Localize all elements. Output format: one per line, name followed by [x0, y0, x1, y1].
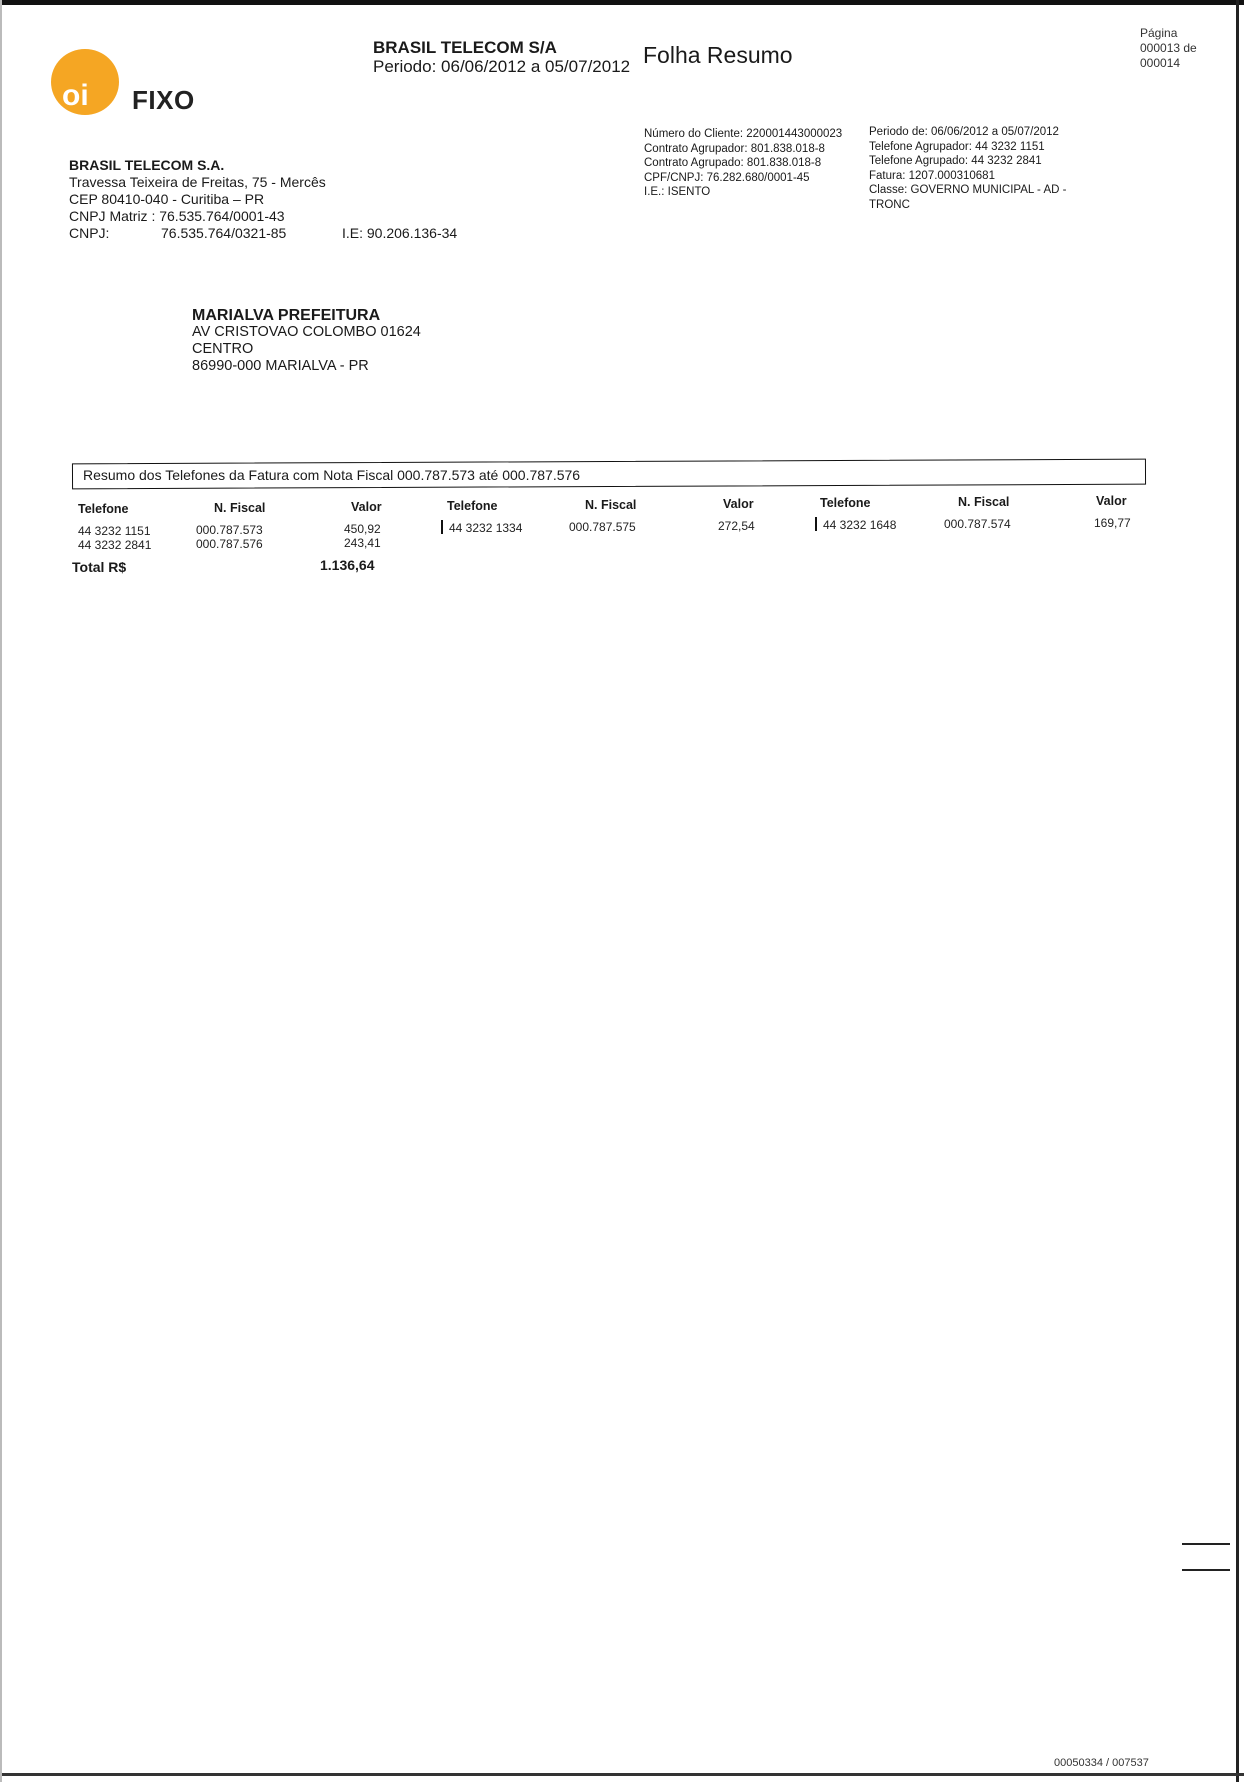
col-header-value-1: Valor [351, 500, 382, 514]
customer-address-line1: AV CRISTOVAO COLOMBO 01624 [192, 324, 421, 340]
product-name: FIXO [132, 85, 195, 115]
issuer-cep: CEP 80410-040 - Curitiba – PR [69, 191, 265, 207]
col-header-nf-1: N. Fiscal [214, 501, 266, 515]
customer-name: MARIALVA PREFEITURA [192, 307, 381, 324]
issuer-cnpj-label: CNPJ: [69, 225, 110, 241]
side-mark-bottom [1182, 1569, 1230, 1571]
col-header-phone-3: Telefone [820, 496, 871, 510]
issuer-ie: I.E: 90.206.136-34 [342, 225, 458, 241]
table-row-value: 243,41 [344, 536, 381, 550]
issuer-cnpj-value: 76.535.764/0321-85 [161, 225, 287, 241]
customer-address-line2: CENTRO [192, 341, 254, 357]
table-row-value: 169,77 [1094, 516, 1131, 530]
col-header-phone-2: Telefone [447, 499, 498, 513]
col-header-nf-3: N. Fiscal [958, 495, 1010, 509]
customer-address-line3: 86990-000 MARIALVA - PR [192, 358, 369, 374]
table-row-phone: 44 3232 1151 [78, 524, 151, 538]
page-current: 000013 de [1140, 41, 1197, 55]
total-value: 1.136,64 [320, 557, 375, 573]
issuer-address: Travessa Teixeira de Freitas, 75 - Mercês [69, 174, 326, 190]
oi-logo-icon [50, 47, 120, 117]
total-label: Total R$ [72, 559, 127, 575]
customer-address-block [192, 307, 421, 375]
page-label: Página [1140, 26, 1178, 40]
page-number [1140, 26, 1197, 71]
client-class: Classe: GOVERNO MUNICIPAL - AD - [869, 184, 1067, 196]
table-row-phone [815, 517, 896, 532]
phone-number: 44 3232 1334 [449, 521, 523, 535]
table-row-value: 450,92 [344, 522, 381, 536]
issuer-name: BRASIL TELECOM S.A. [69, 157, 225, 173]
client-class-cont: TRONC [869, 198, 910, 211]
phone-number: 44 3232 1648 [823, 518, 897, 532]
phone-grouper: Telefone Agrupador: 44 3232 1151 [869, 140, 1045, 153]
table-row-nf: 000.787.574 [944, 517, 1011, 531]
footer-code: 00050334 / 007537 [1054, 1757, 1149, 1769]
page-left-border [0, 0, 2, 1782]
period-from: Periodo de: 06/06/2012 a 05/07/2012 [869, 126, 1059, 138]
client-info-col1 [644, 127, 842, 200]
invoice-number: Fatura: 1207.000310681 [869, 169, 995, 182]
page-total: 000014 [1140, 56, 1181, 70]
table-row-phone: 44 3232 2841 [78, 538, 152, 552]
client-info-col2 [869, 125, 1066, 212]
table-row-nf: 000.787.576 [196, 537, 263, 551]
page-title: Folha Resumo [643, 42, 793, 68]
column-divider [815, 517, 817, 531]
side-mark-top [1182, 1543, 1230, 1545]
table-row-nf: 000.787.575 [569, 520, 636, 534]
contract-grouper: Contrato Agrupador: 801.838.018-8 [644, 142, 825, 155]
page-top-border [0, 0, 1244, 5]
page-bottom-border [0, 1773, 1244, 1776]
logo-text: oi [62, 79, 89, 112]
client-ie: I.E.: ISENTO [644, 186, 711, 198]
header-company: BRASIL TELECOM S/A [373, 38, 557, 57]
issuer-cnpj-row [69, 225, 326, 242]
client-number: Número do Cliente: 220001443000023 [644, 128, 843, 140]
page-right-border [1236, 0, 1239, 1782]
summary-title: Resumo dos Telefones da Fatura com Nota Fiscal 000.787.573 até 000.787.576 [83, 467, 581, 483]
table-row-phone [441, 520, 522, 535]
column-divider [441, 520, 443, 534]
table-row-value: 272,54 [718, 519, 755, 533]
client-cnpj: CPF/CNPJ: 76.282.680/0001-45 [644, 171, 810, 184]
phone-grouped: Telefone Agrupado: 44 3232 2841 [869, 155, 1042, 167]
table-row-nf: 000.787.573 [196, 523, 263, 537]
contract-grouped: Contrato Agrupado: 801.838.018-8 [644, 157, 822, 169]
col-header-value-2: Valor [723, 497, 754, 511]
col-header-phone-1: Telefone [78, 502, 129, 516]
header-period: Periodo: 06/06/2012 a 05/07/2012 [373, 57, 631, 76]
issuer-block [69, 157, 326, 242]
col-header-value-3: Valor [1096, 494, 1127, 508]
col-header-nf-2: N. Fiscal [585, 498, 637, 512]
issuer-cnpj-matriz: CNPJ Matriz : 76.535.764/0001-43 [69, 208, 285, 224]
